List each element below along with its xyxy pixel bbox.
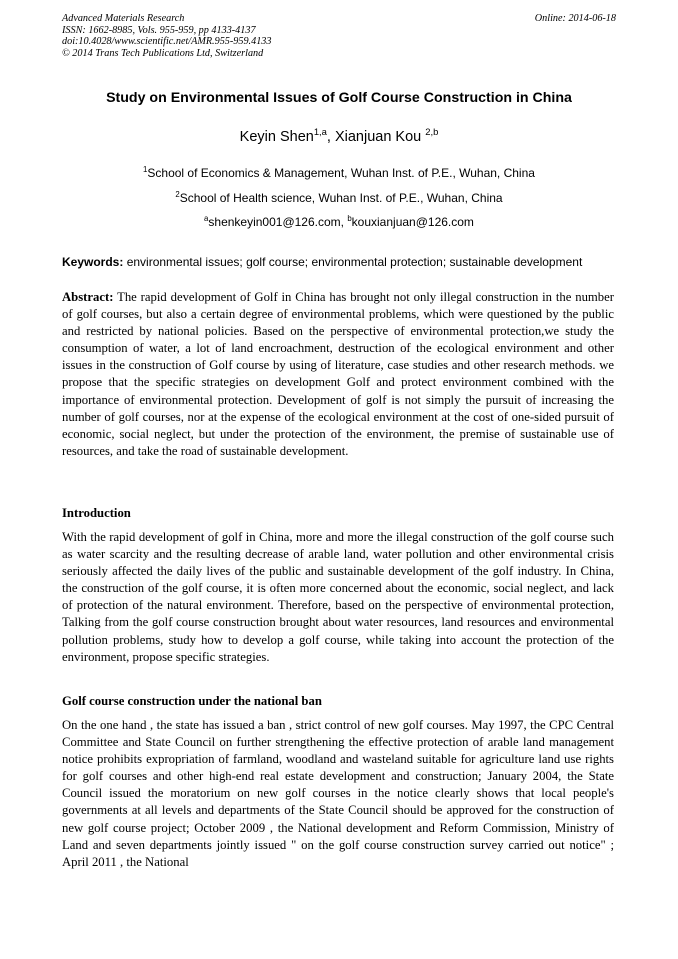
author-affil-mark: 2,b bbox=[425, 126, 439, 138]
email-a: shenkeyin001@126.com, bbox=[208, 215, 348, 229]
online-date bbox=[535, 13, 616, 25]
affiliation-2 bbox=[0, 191, 678, 205]
affil-text: School of Economics & Management, Wuhan Inst. of P.E., Wuhan, China bbox=[147, 166, 535, 180]
keywords-label: Keywords: bbox=[62, 255, 124, 269]
affil-mark: 1 bbox=[143, 165, 148, 174]
journal-name: Advanced Materials Research bbox=[62, 13, 185, 24]
copyright-line: © 2014 Trans Tech Publications Ltd, Switzerland bbox=[62, 47, 264, 59]
issn-line: ISSN: 1662-8985, Vols. 955-959, pp 4133-4137 bbox=[62, 24, 256, 36]
author-affil-mark: 1,a bbox=[313, 126, 327, 138]
keywords bbox=[62, 255, 622, 269]
abstract-label: Abstract: bbox=[62, 290, 114, 304]
email-mark: b bbox=[347, 214, 352, 223]
author-line bbox=[0, 126, 678, 145]
email-line bbox=[0, 215, 678, 229]
affil-text: School of Health science, Wuhan Inst. of P.E., Wuhan, China bbox=[179, 191, 503, 205]
section-paragraph: On the one hand , the state has issued a ban , strict control of new golf courses. May 1997, the CPC Central Committee and State Council on further strengthening the effective protection of arable land management notice prohibits expropriation of farmland, woodland and wasteland suitable for agriculture land use rights for golf courses and other high-end real estate development and construction; January 2004, the State Council issued the moratorium on new golf courses in the notice clearly shows that local people's governments at all levels and departments of the State Council should be approved for the construction of new golf course project; October 2009 , the National development and Reform Commission, Ministry of Land and seven departments jointly issued " on the golf course construction survey carried out notice" ; April 2011 , the National bbox=[62, 718, 614, 869]
online-date-text: Online: 2014-06-18 bbox=[534, 13, 616, 24]
paper-title: Study on Environmental Issues of Golf Course Construction in China bbox=[106, 90, 572, 106]
journal-header bbox=[62, 13, 271, 59]
keywords-text: environmental issues; golf course; environmental protection; sustainable development bbox=[123, 255, 583, 269]
intro-heading: Introduction bbox=[62, 506, 131, 520]
author-name: Xianjuan Kou bbox=[334, 129, 426, 145]
author-name: Keyin Shen bbox=[239, 129, 314, 145]
email-mark: a bbox=[204, 214, 209, 223]
abstract-text: The rapid development of Golf in China has brought not only illegal construction in the number of golf courses, but also a certain degree of environmental problems, which were questioned by the public and restricted by national policies. Based on the perspective of environmental protection,we study the consumption of water, a lot of land encroachment, destruction of the ecological environment and other issues in the construction of Golf course by using of literature, case studies and other research methods. we propose that the specific strategies on development Golf and protect environment combined with the importance of environmental protection. Development of golf is not simply the pursuit of increasing the number of golf courses, nor at the expense of the ecological environment at the cost of one-sided pursuit of economic, social neglect, but under the protection of the environment, the premise of sustainable use of resources, and take the road of sustainable development. bbox=[62, 290, 614, 458]
email-b: kouxianjuan@126.com bbox=[351, 215, 474, 229]
abstract bbox=[62, 289, 614, 460]
intro-paragraph: With the rapid development of golf in China, more and more the illegal construction of the golf course such as water scarcity and the resulting decrease of arable land, water pollution and other environmental crisis seriously affected the daily lives of the public and sustainable development of the golf industry. In China, the construction of the golf course, it is often more concerned about the economic, social neglect, and lack of protection of the natural environment. Therefore, based on the perspective of environmental protection, Talking from the golf course construction brought about water resources, land resources and environmental pollution problems, study how to develop a golf course, while taking into account the protection of the environment, propose specific strategies. bbox=[62, 530, 614, 664]
affiliation-1 bbox=[0, 166, 678, 180]
author-separator: , bbox=[326, 129, 335, 145]
doi-line: doi:10.4028/www.scientific.net/AMR.955-959.4133 bbox=[62, 36, 272, 48]
affil-mark: 2 bbox=[175, 190, 180, 199]
section-heading: Golf course construction under the national ban bbox=[62, 694, 322, 708]
